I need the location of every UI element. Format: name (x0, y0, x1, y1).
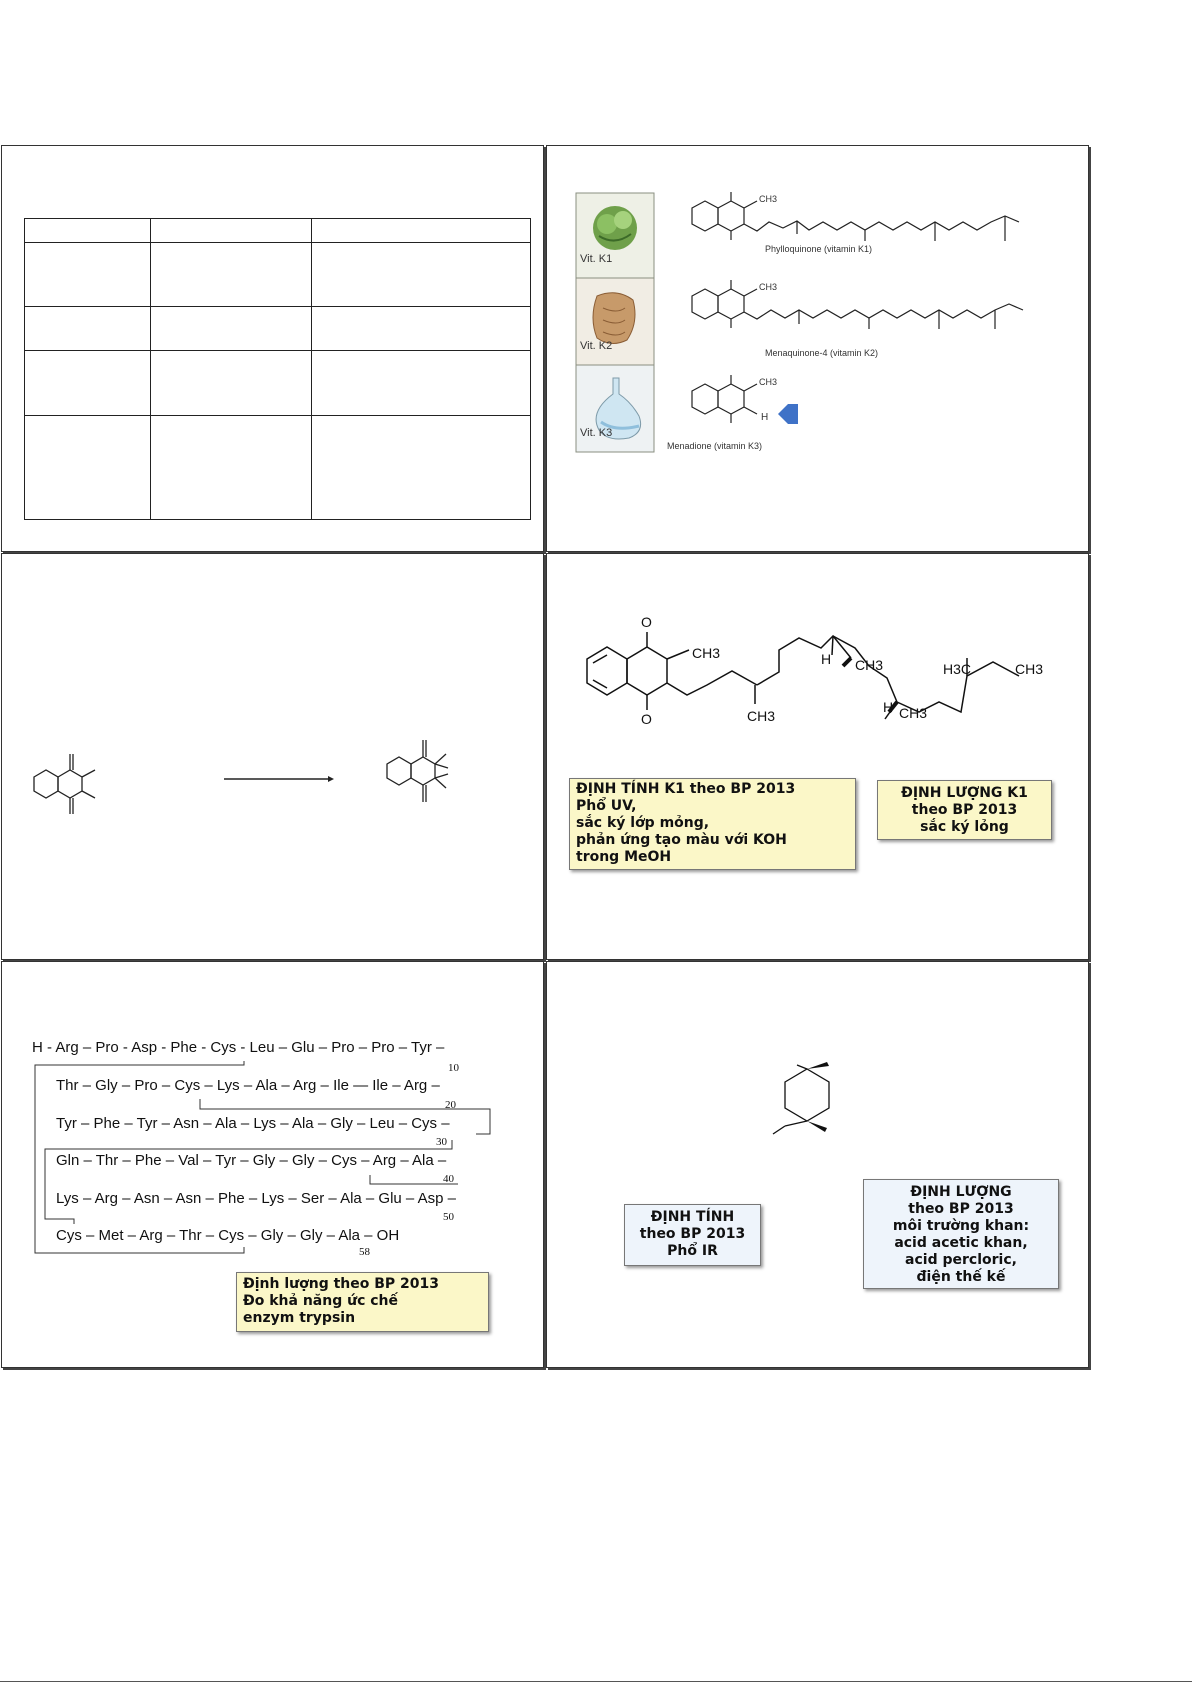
slide-vitamin-k-forms (546, 145, 1089, 552)
reaction-arrow (224, 776, 334, 782)
residue-number: 40 (443, 1173, 454, 1185)
table-cell (151, 219, 312, 243)
cabbage-icon (593, 206, 637, 250)
cyclohexane-structure (547, 962, 1088, 1367)
vit-k1-label: Vit. K1 (580, 253, 613, 265)
note-line: theo BP 2013 (908, 1201, 1014, 1217)
residue-number: 10 (448, 1062, 459, 1074)
vit-k3-label: Vit. K3 (580, 427, 613, 439)
residue-number: 58 (359, 1246, 370, 1258)
table-cell (25, 351, 151, 416)
residue-number: 50 (443, 1211, 454, 1223)
table-cell (25, 307, 151, 351)
ch3-label: CH3 (1015, 661, 1044, 677)
qualitative-note-ir (624, 1204, 761, 1266)
naphthoquinone-reactant (34, 754, 95, 814)
note-line: trong MeOH (576, 849, 672, 865)
table-cell (25, 416, 151, 520)
oxygen-label: O (641, 614, 652, 630)
vitamin-k1-structure (547, 554, 1088, 754)
k1-ch3-label: CH3 (759, 194, 778, 204)
ch3-label: CH3 (855, 657, 884, 673)
sequence-line: Thr – Gly – Pro – Cys – Lys – Ala – Arg – Ile — Ile – Arg – (56, 1077, 440, 1094)
table-cell (312, 351, 531, 416)
ch3-label: CH3 (747, 708, 776, 724)
note-line: Đo khả năng ức chế (243, 1293, 398, 1309)
k3-name: Menadione (vitamin K3) (667, 441, 763, 451)
vit-k2-label: Vit. K2 (580, 340, 613, 352)
empty-table (24, 218, 531, 520)
menadione-structure (692, 375, 757, 423)
intestine-icon (593, 293, 635, 344)
note-line: ĐỊNH TÍNH K1 theo BP 2013 (576, 781, 796, 797)
vitamin-k-figure (547, 146, 1088, 551)
menaquinone-structure (692, 280, 1023, 329)
note-line: Định lượng theo BP 2013 (243, 1276, 439, 1292)
table-cell (151, 416, 312, 520)
residue-number: 30 (436, 1136, 447, 1148)
wedge-bond (843, 658, 851, 666)
note-line: ĐỊNH TÍNH (650, 1209, 735, 1225)
sequence-line: H - Arg – Pro - Asp - Phe - Cys - Leu – Glu – Pro – Pro – Tyr – (32, 1039, 445, 1056)
note-line: acid percloric, (905, 1252, 1017, 1268)
sequence-line: Tyr – Phe – Tyr – Asn – Ala – Lys – Ala – Gly – Leu – Cys – (56, 1115, 450, 1132)
table-cell (312, 243, 531, 307)
phylloquinone-structure (692, 192, 1019, 241)
reaction-figure (2, 554, 543, 959)
note-line: phản ứng tạo màu với KOH (576, 832, 787, 848)
sequence-line: Cys – Met – Arg – Thr – Cys – Gly – Gly – Ala – OH (56, 1227, 400, 1244)
table-cell (25, 243, 151, 307)
slide-cyclohexane (546, 961, 1089, 1368)
page-bottom-rule (0, 1681, 1192, 1682)
slide-vitamin-k1 (546, 553, 1089, 960)
note-line: enzym trypsin (243, 1310, 356, 1326)
table-cell (25, 219, 151, 243)
quantitative-note-k1 (877, 780, 1052, 840)
ch3-label: CH3 (692, 645, 721, 661)
note-line: acid acetic khan, (894, 1235, 1028, 1251)
k3-h-label: H (761, 412, 769, 423)
assay-note-aprotinin (236, 1272, 489, 1332)
reduced-product (387, 740, 448, 802)
slide-aprotinin (1, 961, 544, 1368)
slide-empty-table (1, 145, 544, 552)
sequence-line: Lys – Arg – Asn – Asn – Phe – Lys – Ser – Ala – Glu – Asp – (56, 1190, 456, 1207)
h-label: H (821, 651, 832, 667)
h3c-label: H3C (943, 661, 972, 677)
note-line: Phổ UV, (576, 798, 637, 814)
note-line: theo BP 2013 (639, 1226, 746, 1242)
note-line: sắc ký lớp mỏng, (576, 815, 710, 831)
note-line: điện thế kế (916, 1269, 1006, 1285)
note-line: sắc ký lỏng (920, 819, 1009, 835)
arrow-left-icon (778, 404, 798, 424)
note-line: môi trường khan: (892, 1218, 1030, 1234)
table-cell (151, 351, 312, 416)
k3-ch3-label: CH3 (759, 377, 778, 387)
slide-reaction (1, 553, 544, 960)
sequence-line: Gln – Thr – Phe – Val – Tyr – Gly – Gly – Cys – Arg – Ala – (56, 1152, 447, 1169)
residue-number: 20 (445, 1099, 456, 1111)
quantitative-note-nonaqueous (863, 1179, 1059, 1289)
table-cell (151, 243, 312, 307)
h-label: H (883, 699, 894, 715)
table-cell (312, 307, 531, 351)
k2-ch3-label: CH3 (759, 282, 778, 292)
note-line: Phổ IR (667, 1243, 718, 1259)
k1-name: Phylloquinone (vitamin K1) (765, 244, 873, 254)
ch3-label: CH3 (899, 705, 928, 721)
note-line: ĐỊNH LƯỢNG (910, 1184, 1012, 1200)
table-cell (151, 307, 312, 351)
qualitative-note-k1 (569, 778, 856, 870)
table-cell (312, 219, 531, 243)
note-line: theo BP 2013 (911, 802, 1018, 818)
table-cell (312, 416, 531, 520)
k2-name: Menaquinone-4 (vitamin K2) (765, 348, 879, 358)
note-line: ĐỊNH LƯỢNG K1 (901, 785, 1028, 801)
oxygen-label: O (641, 711, 652, 727)
